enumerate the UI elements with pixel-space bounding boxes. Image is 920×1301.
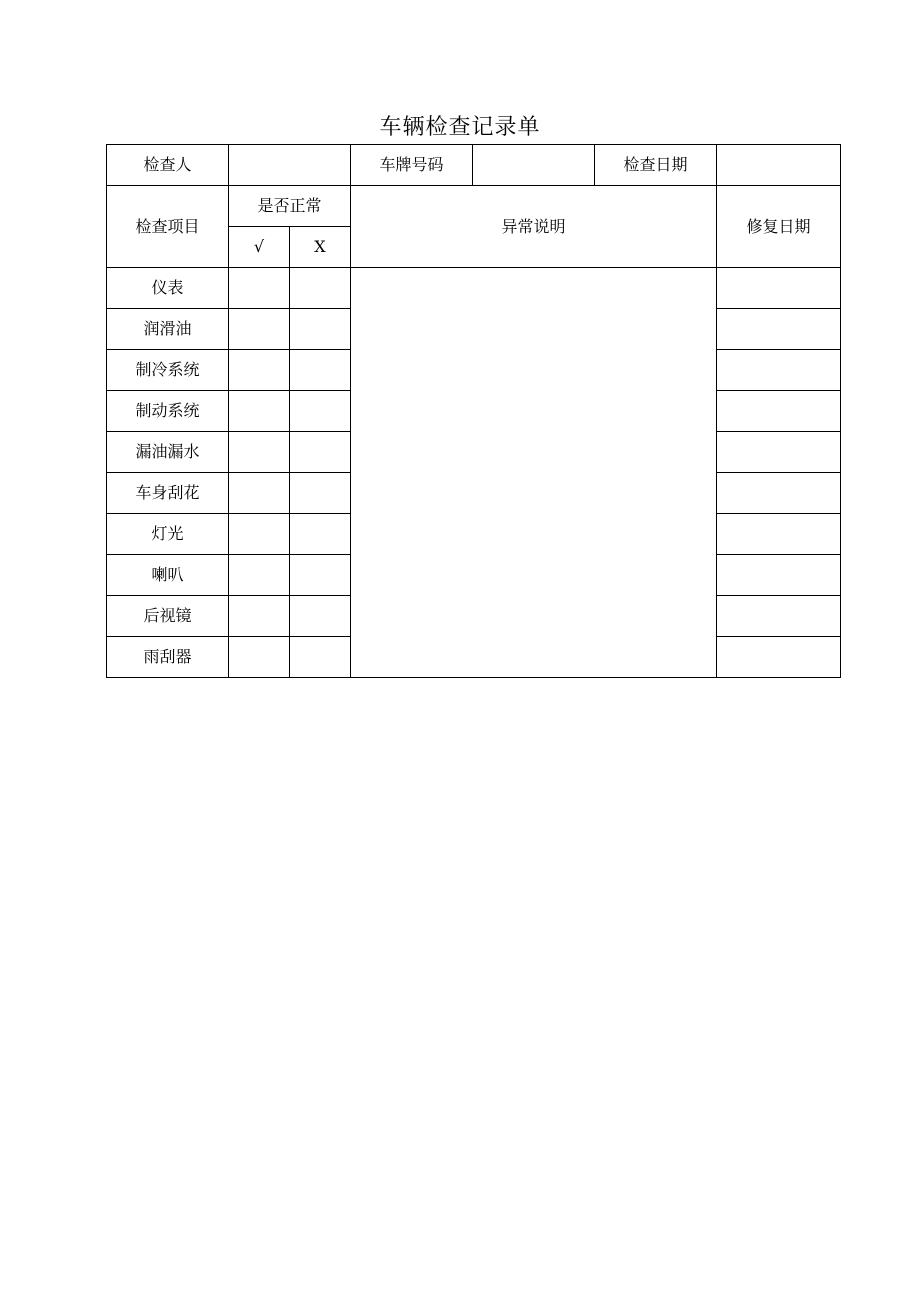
repair-date-cell[interactable] xyxy=(717,432,841,473)
inspection-form-table xyxy=(106,144,841,678)
plate-value-cell[interactable] xyxy=(473,145,595,186)
repair-date-cell[interactable] xyxy=(717,350,841,391)
item-label: 车身刮花 xyxy=(107,473,229,514)
fail-mark-header: X xyxy=(290,227,351,268)
table-row xyxy=(107,268,841,309)
item-label: 仪表 xyxy=(107,268,229,309)
item-column-header: 检查项目 xyxy=(107,186,229,268)
fail-check-cell[interactable] xyxy=(290,432,351,473)
ok-check-cell[interactable] xyxy=(229,432,290,473)
fail-check-cell[interactable] xyxy=(290,637,351,678)
ok-check-cell[interactable] xyxy=(229,391,290,432)
repair-date-cell[interactable] xyxy=(717,473,841,514)
repair-date-cell[interactable] xyxy=(717,555,841,596)
fail-check-cell[interactable] xyxy=(290,555,351,596)
item-label: 喇叭 xyxy=(107,555,229,596)
item-label: 雨刮器 xyxy=(107,637,229,678)
inspector-label: 检查人 xyxy=(107,145,229,186)
repair-date-cell[interactable] xyxy=(717,596,841,637)
repair-date-column-header: 修复日期 xyxy=(717,186,841,268)
ok-check-cell[interactable] xyxy=(229,350,290,391)
ok-check-cell[interactable] xyxy=(229,514,290,555)
repair-date-cell[interactable] xyxy=(717,637,841,678)
date-label: 检查日期 xyxy=(595,145,717,186)
ok-check-cell[interactable] xyxy=(229,637,290,678)
ok-mark-header: √ xyxy=(229,227,290,268)
repair-date-cell[interactable] xyxy=(717,391,841,432)
repair-date-cell[interactable] xyxy=(717,268,841,309)
item-label: 制动系统 xyxy=(107,391,229,432)
ok-check-cell[interactable] xyxy=(229,473,290,514)
ok-check-cell[interactable] xyxy=(229,309,290,350)
fail-check-cell[interactable] xyxy=(290,350,351,391)
repair-date-cell[interactable] xyxy=(717,514,841,555)
date-value-cell[interactable] xyxy=(717,145,841,186)
header-row xyxy=(107,145,841,186)
normal-column-header: 是否正常 xyxy=(229,186,351,227)
fail-check-cell[interactable] xyxy=(290,309,351,350)
ok-check-cell[interactable] xyxy=(229,268,290,309)
document-title: 车辆检查记录单 xyxy=(379,115,541,140)
fail-check-cell[interactable] xyxy=(290,391,351,432)
ok-check-cell[interactable] xyxy=(229,555,290,596)
repair-date-cell[interactable] xyxy=(717,309,841,350)
column-header-row xyxy=(107,186,841,227)
item-label: 制冷系统 xyxy=(107,350,229,391)
item-label: 漏油漏水 xyxy=(107,432,229,473)
fail-check-cell[interactable] xyxy=(290,473,351,514)
abnormal-note-column-header: 异常说明 xyxy=(351,186,717,268)
item-label: 后视镜 xyxy=(107,596,229,637)
item-label: 灯光 xyxy=(107,514,229,555)
item-label: 润滑油 xyxy=(107,309,229,350)
plate-label: 车牌号码 xyxy=(351,145,473,186)
fail-check-cell[interactable] xyxy=(290,514,351,555)
ok-check-cell[interactable] xyxy=(229,596,290,637)
abnormal-note-area[interactable] xyxy=(351,268,717,678)
inspector-value-cell[interactable] xyxy=(229,145,351,186)
fail-check-cell[interactable] xyxy=(290,596,351,637)
fail-check-cell[interactable] xyxy=(290,268,351,309)
